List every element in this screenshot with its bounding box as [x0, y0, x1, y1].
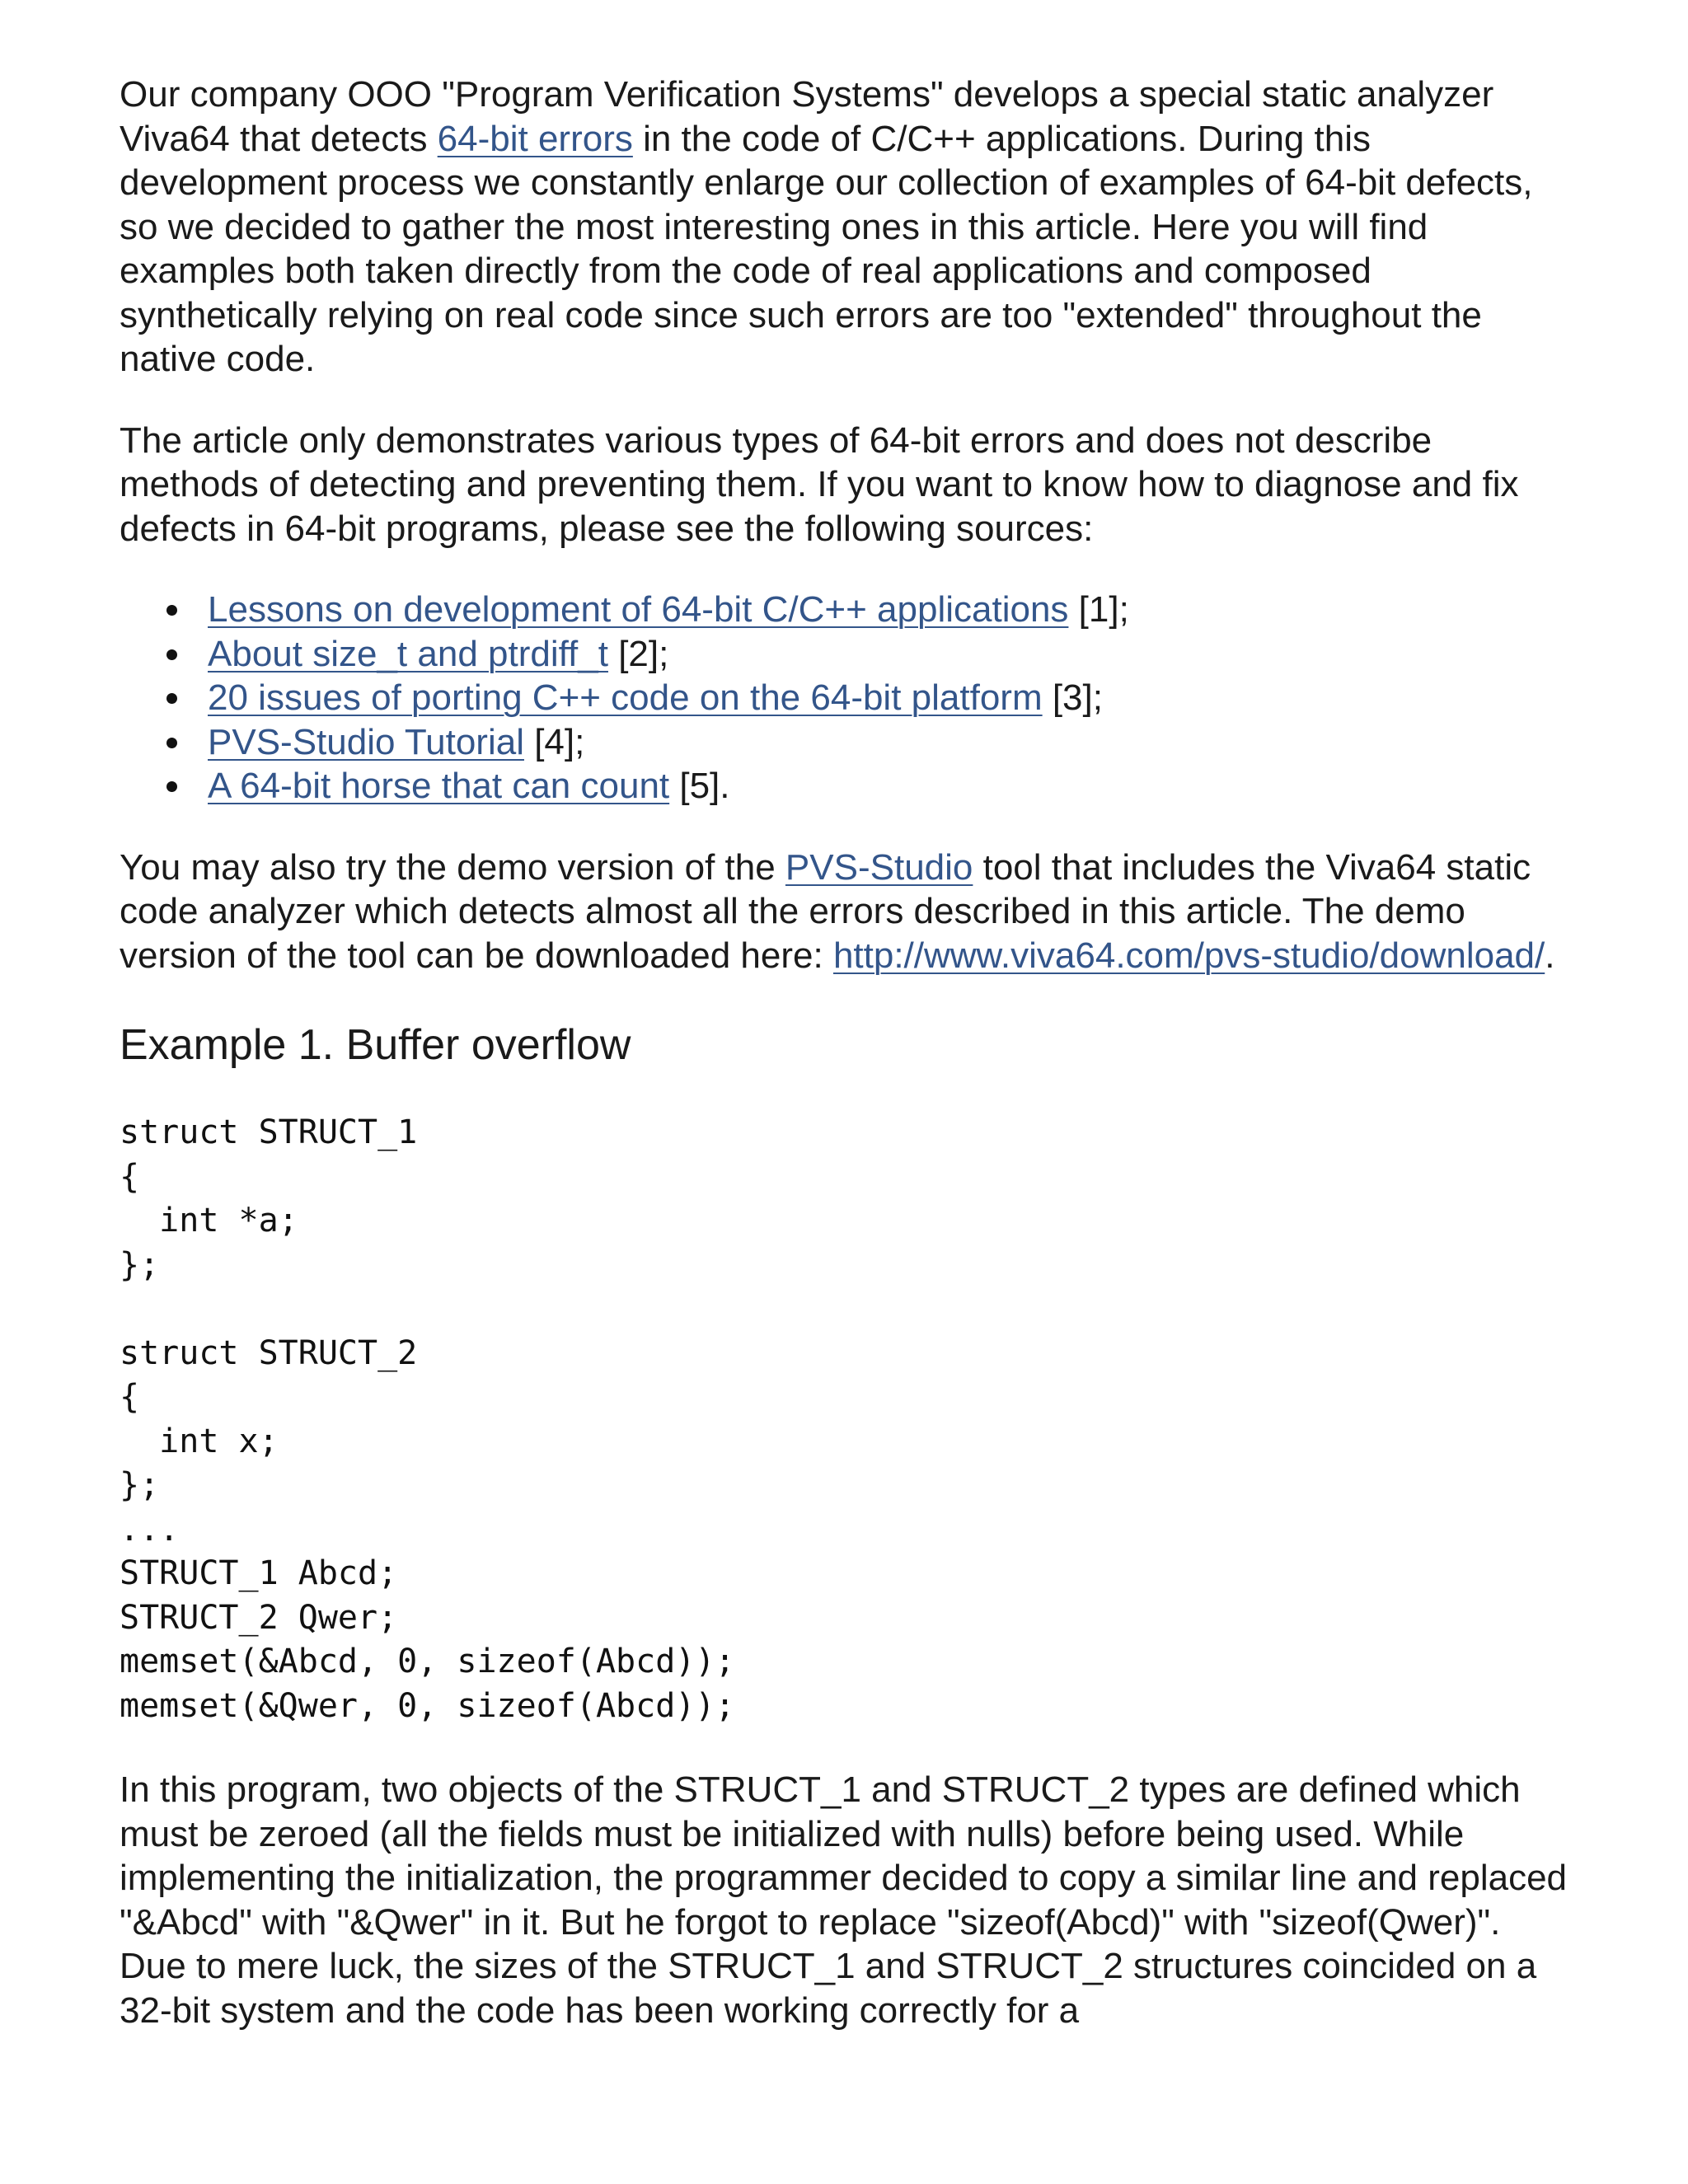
code-block	[120, 1111, 1570, 1728]
link-size-t-ptrdiff-t[interactable]: About size_t and ptrdiff_t	[208, 633, 608, 674]
link-64-bit-errors[interactable]: 64-bit errors	[437, 118, 633, 159]
code-line: int x;	[120, 1422, 279, 1460]
bullet-icon	[166, 693, 177, 704]
demo-text-end: .	[1545, 935, 1555, 976]
link-download-url[interactable]: http://www.viva64.com/pvs-studio/download/	[832, 935, 1545, 976]
sources-list	[120, 588, 1570, 808]
code-line: {	[120, 1157, 140, 1196]
explanation-paragraph: In this program, two objects of the STRUCT_1 and STRUCT_2 types are defined which must be zeroed (all the fields must be initialized with nulls) before being used. While implementing the initialization, the programmer decided to copy a similar line and replaced "&Abcd" with "&Qwer" in it. But he forgot to replace "sizeof(Abcd)" with "sizeof(Qwer)". Due to mere luck, the sizes of the STRUCT_1 and STRUCT_2 structures coincided on a 32-bit system and the code has been working correctly for a	[120, 1769, 1568, 2031]
code-line: memset(&Abcd, 0, sizeof(Abcd));	[120, 1643, 735, 1680]
code-line: };	[120, 1245, 160, 1284]
code-line	[120, 1287, 1570, 1332]
link-64-bit-horse[interactable]: A 64-bit horse that can count	[208, 766, 670, 806]
link-20-issues-porting[interactable]: 20 issues of porting C++ code on the 64-bit platform	[208, 677, 1043, 718]
code-line: STRUCT_2 Qwer;	[120, 1598, 398, 1637]
code-line: };	[120, 1466, 160, 1504]
list-item	[208, 720, 1570, 765]
link-pvs-studio[interactable]: PVS-Studio	[785, 846, 973, 888]
demo-text-middle: tool that includes the Viva64 static code analyzer which detects almost all the errors described in this article. The demo version of the tool can be downloaded here:	[120, 846, 1531, 976]
intro-paragraph	[120, 73, 1570, 382]
article-body	[120, 73, 1570, 2032]
bullet-icon	[166, 605, 177, 616]
link-pvs-studio-tutorial[interactable]: PVS-Studio Tutorial	[208, 721, 524, 762]
bullet-icon	[166, 738, 177, 748]
source-ref: [1];	[1068, 589, 1129, 630]
code-line: struct STRUCT_2	[120, 1333, 418, 1372]
code-line: STRUCT_1 Abcd;	[120, 1554, 398, 1592]
intro-text-end: in the code of C/C++ applications. During this development process we constantly enlarge our collection of examples of 64-bit defects, so we decided to gather the most interesting ones in this article. Here you will find examples both taken directly from the code of real applications and composed synthetically relying on real code since such errors are too "extended" throughout the native code.	[120, 118, 1533, 379]
source-ref: [3];	[1042, 677, 1103, 718]
code-line: int *a;	[120, 1202, 298, 1240]
source-ref: [2];	[607, 633, 669, 674]
code-line: ...	[120, 1510, 180, 1549]
list-item	[208, 632, 1570, 677]
list-item	[208, 588, 1570, 632]
source-ref: [4];	[523, 721, 585, 762]
link-lessons-64-bit[interactable]: Lessons on development of 64-bit C/C++ applications	[208, 589, 1069, 630]
section-heading: Example 1. Buffer overflow	[120, 1021, 631, 1069]
code-line: struct STRUCT_1	[120, 1113, 418, 1151]
list-item	[208, 764, 1570, 808]
intro-text-start: Our company OOO "Program Verification Systems" develops a special static analyzer Viva64 that detects	[120, 74, 1494, 159]
code-line: {	[120, 1378, 140, 1416]
sources-intro-paragraph: The article only demonstrates various types of 64-bit errors and does not describe methods of detecting and preventing them. If you want to know how to diagnose and fix defects in 64-bit programs, please see the following sources:	[120, 419, 1519, 549]
bullet-icon	[166, 649, 177, 660]
code-line: memset(&Qwer, 0, sizeof(Abcd));	[120, 1686, 735, 1725]
source-ref: [5].	[669, 766, 730, 806]
bullet-icon	[166, 781, 177, 792]
demo-paragraph	[120, 846, 1570, 978]
demo-text-start: You may also try the demo version of the	[120, 846, 785, 888]
list-item	[208, 676, 1570, 720]
